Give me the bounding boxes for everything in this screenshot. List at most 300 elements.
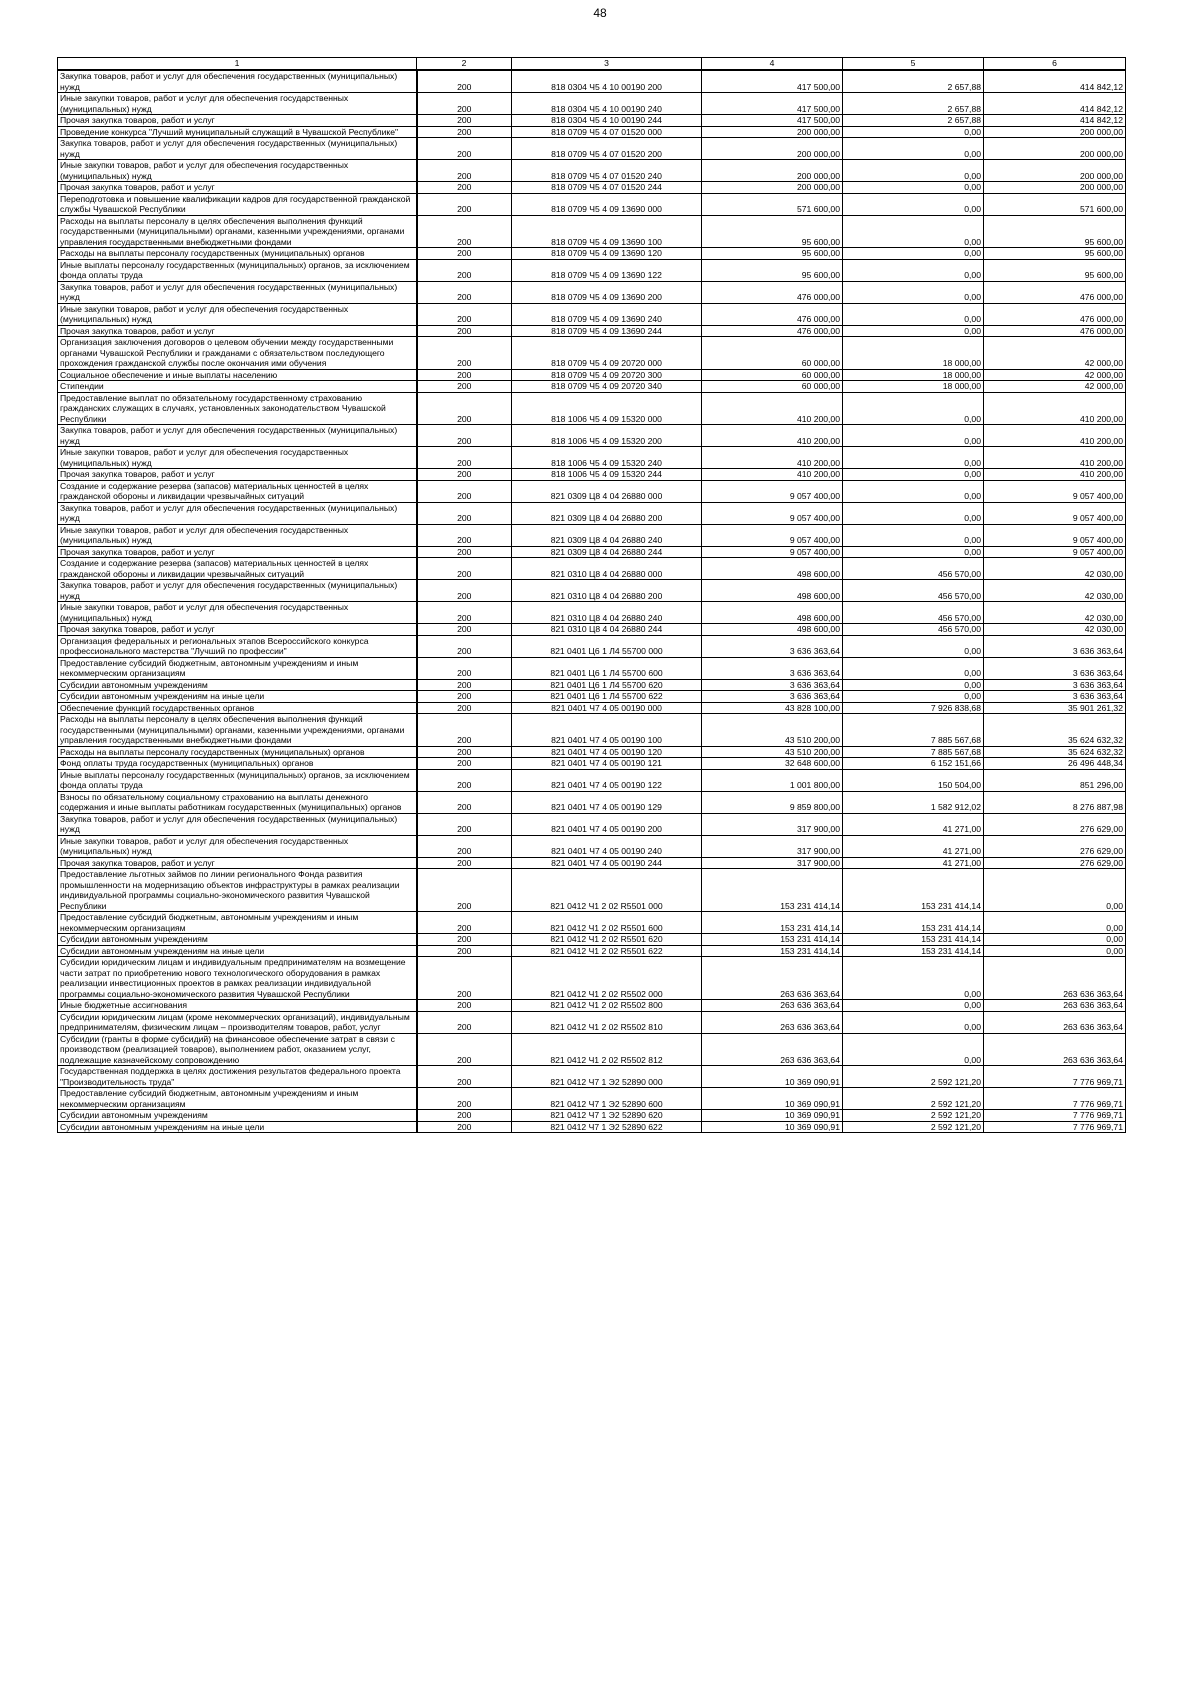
unexecuted-amount-cell: 414 842,12 — [984, 115, 1126, 127]
executed-amount-cell: 0,00 — [843, 248, 984, 260]
budget-code-cell: 821 0401 Ч7 4 05 00190 244 — [512, 857, 702, 869]
budget-code-cell: 818 0304 Ч5 4 10 00190 200 — [512, 70, 702, 93]
table-row — [58, 635, 1126, 657]
approved-amount-cell: 9 859 800,00 — [702, 791, 843, 813]
approved-amount-cell: 498 600,00 — [702, 624, 843, 636]
line-code-cell: 200 — [417, 558, 512, 580]
approved-amount-cell: 410 200,00 — [702, 469, 843, 481]
unexecuted-amount-cell: 42 000,00 — [984, 381, 1126, 393]
item-name-cell: Субсидии юридическим лицам и индивидуальным предпринимателям на возмещение части затрат по приобретению нового технологического оборудования в рамках реализации инвестиционных проектов в рамках реализации индивидуальной программы социально-экономического развития Чувашской Республики — [58, 957, 417, 1000]
item-name-cell: Прочая закупка товаров, работ и услуг — [58, 624, 417, 636]
table-row — [58, 945, 1126, 957]
budget-code-cell: 821 0401 Ч7 4 05 00190 100 — [512, 714, 702, 747]
approved-amount-cell: 476 000,00 — [702, 325, 843, 337]
table-row — [58, 126, 1126, 138]
page-number: 48 — [593, 6, 607, 20]
table-row — [58, 93, 1126, 115]
budget-code-cell: 818 1006 Ч5 4 09 15320 244 — [512, 469, 702, 481]
table-row — [58, 70, 1126, 93]
item-name-cell: Закупка товаров, работ и услуг для обеспечения государственных (муниципальных) нужд — [58, 813, 417, 835]
item-name-cell: Фонд оплаты труда государственных (муниципальных) органов — [58, 758, 417, 770]
budget-code-cell: 821 0401 Ч7 4 05 00190 240 — [512, 835, 702, 857]
item-name-cell: Закупка товаров, работ и услуг для обеспечения государственных (муниципальных) нужд — [58, 425, 417, 447]
item-name-cell: Иные закупки товаров, работ и услуг для обеспечения государственных (муниципальных) нужд — [58, 447, 417, 469]
line-code-cell: 200 — [417, 679, 512, 691]
line-code-cell: 200 — [417, 1033, 512, 1066]
budget-code-cell: 821 0401 Ч7 4 05 00190 122 — [512, 769, 702, 791]
approved-amount-cell: 410 200,00 — [702, 392, 843, 425]
budget-code-cell: 821 0412 Ч1 2 02 R5502 812 — [512, 1033, 702, 1066]
item-name-cell: Прочая закупка товаров, работ и услуг — [58, 469, 417, 481]
table-row — [58, 115, 1126, 127]
approved-amount-cell: 571 600,00 — [702, 193, 843, 215]
unexecuted-amount-cell: 7 776 969,71 — [984, 1066, 1126, 1088]
unexecuted-amount-cell: 3 636 363,64 — [984, 635, 1126, 657]
item-name-cell: Иные закупки товаров, работ и услуг для обеспечения государственных (муниципальных) нужд — [58, 93, 417, 115]
unexecuted-amount-cell: 200 000,00 — [984, 126, 1126, 138]
executed-amount-cell: 0,00 — [843, 480, 984, 502]
table-row — [58, 215, 1126, 248]
table-row — [58, 1088, 1126, 1110]
unexecuted-amount-cell: 42 030,00 — [984, 558, 1126, 580]
executed-amount-cell: 0,00 — [843, 691, 984, 703]
unexecuted-amount-cell: 42 030,00 — [984, 624, 1126, 636]
executed-amount-cell: 0,00 — [843, 957, 984, 1000]
table-row — [58, 1121, 1126, 1133]
line-code-cell: 200 — [417, 1121, 512, 1133]
executed-amount-cell: 0,00 — [843, 303, 984, 325]
line-code-cell: 200 — [417, 624, 512, 636]
executed-amount-cell: 0,00 — [843, 679, 984, 691]
line-code-cell: 200 — [417, 248, 512, 260]
line-code-cell: 200 — [417, 702, 512, 714]
unexecuted-amount-cell: 0,00 — [984, 945, 1126, 957]
unexecuted-amount-cell: 200 000,00 — [984, 160, 1126, 182]
budget-code-cell: 821 0412 Ч1 2 02 R5501 600 — [512, 912, 702, 934]
approved-amount-cell: 263 636 363,64 — [702, 1033, 843, 1066]
line-code-cell: 200 — [417, 1000, 512, 1012]
header-col-1: 1 — [58, 58, 417, 71]
approved-amount-cell: 317 900,00 — [702, 857, 843, 869]
executed-amount-cell: 0,00 — [843, 1000, 984, 1012]
item-name-cell: Субсидии автономным учреждениям на иные цели — [58, 1121, 417, 1133]
budget-code-cell: 818 0709 Ч5 4 09 13690 100 — [512, 215, 702, 248]
unexecuted-amount-cell: 414 842,12 — [984, 70, 1126, 93]
table-header — [58, 58, 1126, 71]
table-row — [58, 791, 1126, 813]
unexecuted-amount-cell: 3 636 363,64 — [984, 657, 1126, 679]
approved-amount-cell: 200 000,00 — [702, 126, 843, 138]
item-name-cell: Расходы на выплаты персоналу в целях обеспечения выполнения функций государственными (муниципальными) органами, казенными учреждениями, органами управления государственными внебюджетными фондами — [58, 714, 417, 747]
line-code-cell: 200 — [417, 635, 512, 657]
item-name-cell: Переподготовка и повышение квалификации кадров для государственной гражданской службы Чувашской Республики — [58, 193, 417, 215]
approved-amount-cell: 498 600,00 — [702, 558, 843, 580]
line-code-cell: 200 — [417, 215, 512, 248]
table-row — [58, 912, 1126, 934]
table-row — [58, 934, 1126, 946]
item-name-cell: Государственная поддержка в целях достижения результатов федерального проекта "Производительность труда" — [58, 1066, 417, 1088]
line-code-cell: 200 — [417, 303, 512, 325]
budget-code-cell: 821 0310 Ц8 4 04 26880 200 — [512, 580, 702, 602]
table-row — [58, 1033, 1126, 1066]
budget-code-cell: 821 0309 Ц8 4 04 26880 000 — [512, 480, 702, 502]
approved-amount-cell: 95 600,00 — [702, 215, 843, 248]
executed-amount-cell: 153 231 414,14 — [843, 934, 984, 946]
approved-amount-cell: 1 001 800,00 — [702, 769, 843, 791]
unexecuted-amount-cell: 263 636 363,64 — [984, 1000, 1126, 1012]
executed-amount-cell: 153 231 414,14 — [843, 945, 984, 957]
approved-amount-cell: 10 369 090,91 — [702, 1121, 843, 1133]
budget-code-cell: 818 0709 Ч5 4 07 01520 000 — [512, 126, 702, 138]
approved-amount-cell: 3 636 363,64 — [702, 635, 843, 657]
executed-amount-cell: 0,00 — [843, 325, 984, 337]
line-code-cell: 200 — [417, 813, 512, 835]
item-name-cell: Субсидии автономным учреждениям — [58, 679, 417, 691]
line-code-cell: 200 — [417, 1011, 512, 1033]
table-row — [58, 524, 1126, 546]
table-row — [58, 480, 1126, 502]
approved-amount-cell: 9 057 400,00 — [702, 480, 843, 502]
line-code-cell: 200 — [417, 182, 512, 194]
table-row — [58, 813, 1126, 835]
executed-amount-cell: 0,00 — [843, 657, 984, 679]
executed-amount-cell: 2 657,88 — [843, 93, 984, 115]
item-name-cell: Предоставление выплат по обязательному государственному страхованию гражданских служащих в случаях, установленных законодательством Чувашской Республики — [58, 392, 417, 425]
table-row — [58, 769, 1126, 791]
item-name-cell: Создание и содержание резерва (запасов) материальных ценностей в целях гражданской обороны и ликвидации чрезвычайных ситуаций — [58, 480, 417, 502]
line-code-cell: 200 — [417, 657, 512, 679]
line-code-cell: 200 — [417, 869, 512, 912]
executed-amount-cell: 0,00 — [843, 182, 984, 194]
line-code-cell: 200 — [417, 580, 512, 602]
budget-code-cell: 818 0709 Ч5 4 09 13690 122 — [512, 259, 702, 281]
item-name-cell: Взносы по обязательному социальному страхованию на выплаты денежного содержания и иные выплаты работникам государственных (муниципальных) органов — [58, 791, 417, 813]
table-row — [58, 337, 1126, 370]
item-name-cell: Иные закупки товаров, работ и услуг для обеспечения государственных (муниципальных) нужд — [58, 835, 417, 857]
table-row — [58, 691, 1126, 703]
item-name-cell: Расходы на выплаты персоналу государственных (муниципальных) органов — [58, 746, 417, 758]
approved-amount-cell: 95 600,00 — [702, 248, 843, 260]
item-name-cell: Иные закупки товаров, работ и услуг для обеспечения государственных (муниципальных) нужд — [58, 160, 417, 182]
table-row — [58, 469, 1126, 481]
budget-code-cell: 818 1006 Ч5 4 09 15320 200 — [512, 425, 702, 447]
item-name-cell: Организация федеральных и региональных этапов Всероссийского конкурса профессионального мастерства "Лучший по профессии" — [58, 635, 417, 657]
executed-amount-cell: 18 000,00 — [843, 381, 984, 393]
executed-amount-cell: 150 504,00 — [843, 769, 984, 791]
line-code-cell: 200 — [417, 369, 512, 381]
budget-code-cell: 821 0412 Ч7 1 Э2 52890 000 — [512, 1066, 702, 1088]
approved-amount-cell: 32 648 600,00 — [702, 758, 843, 770]
budget-code-cell: 821 0412 Ч7 1 Э2 52890 600 — [512, 1088, 702, 1110]
executed-amount-cell: 0,00 — [843, 193, 984, 215]
table-row — [58, 369, 1126, 381]
approved-amount-cell: 43 828 100,00 — [702, 702, 843, 714]
line-code-cell: 200 — [417, 70, 512, 93]
budget-code-cell: 821 0401 Ц6 1 Л4 55700 600 — [512, 657, 702, 679]
executed-amount-cell: 41 271,00 — [843, 857, 984, 869]
line-code-cell: 200 — [417, 392, 512, 425]
executed-amount-cell: 6 152 151,66 — [843, 758, 984, 770]
approved-amount-cell: 476 000,00 — [702, 303, 843, 325]
budget-code-cell: 818 0709 Ч5 4 09 20720 340 — [512, 381, 702, 393]
approved-amount-cell: 200 000,00 — [702, 182, 843, 194]
unexecuted-amount-cell: 35 624 632,32 — [984, 746, 1126, 758]
unexecuted-amount-cell: 263 636 363,64 — [984, 1011, 1126, 1033]
item-name-cell: Обеспечение функций государственных органов — [58, 702, 417, 714]
budget-code-cell: 821 0401 Ч7 4 05 00190 121 — [512, 758, 702, 770]
executed-amount-cell: 0,00 — [843, 138, 984, 160]
table-row — [58, 714, 1126, 747]
approved-amount-cell: 95 600,00 — [702, 259, 843, 281]
line-code-cell: 200 — [417, 835, 512, 857]
item-name-cell: Субсидии (гранты в форме субсидий) на финансовое обеспечение затрат в связи с производством (реализацией товаров), выполнением работ, оказанием услуг, подлежащие казначейскому сопровождению — [58, 1033, 417, 1066]
executed-amount-cell: 18 000,00 — [843, 337, 984, 370]
unexecuted-amount-cell: 26 496 448,34 — [984, 758, 1126, 770]
line-code-cell: 200 — [417, 381, 512, 393]
unexecuted-amount-cell: 7 776 969,71 — [984, 1110, 1126, 1122]
approved-amount-cell: 417 500,00 — [702, 115, 843, 127]
approved-amount-cell: 9 057 400,00 — [702, 502, 843, 524]
unexecuted-amount-cell: 476 000,00 — [984, 303, 1126, 325]
budget-code-cell: 818 0304 Ч5 4 10 00190 240 — [512, 93, 702, 115]
table-row — [58, 1066, 1126, 1088]
item-name-cell: Закупка товаров, работ и услуг для обеспечения государственных (муниципальных) нужд — [58, 138, 417, 160]
approved-amount-cell: 263 636 363,64 — [702, 957, 843, 1000]
budget-code-cell: 818 0709 Ч5 4 09 20720 300 — [512, 369, 702, 381]
budget-code-cell: 821 0401 Ч7 4 05 00190 000 — [512, 702, 702, 714]
executed-amount-cell: 0,00 — [843, 259, 984, 281]
approved-amount-cell: 263 636 363,64 — [702, 1000, 843, 1012]
line-code-cell: 200 — [417, 337, 512, 370]
table-body — [58, 70, 1126, 1133]
table-row — [58, 1000, 1126, 1012]
line-code-cell: 200 — [417, 425, 512, 447]
executed-amount-cell: 2 592 121,20 — [843, 1088, 984, 1110]
table-row — [58, 392, 1126, 425]
executed-amount-cell: 41 271,00 — [843, 813, 984, 835]
unexecuted-amount-cell: 35 901 261,32 — [984, 702, 1126, 714]
unexecuted-amount-cell: 476 000,00 — [984, 281, 1126, 303]
item-name-cell: Субсидии автономным учреждениям на иные цели — [58, 945, 417, 957]
item-name-cell: Субсидии автономным учреждениям — [58, 934, 417, 946]
unexecuted-amount-cell: 95 600,00 — [984, 259, 1126, 281]
table-row — [58, 381, 1126, 393]
unexecuted-amount-cell: 276 629,00 — [984, 813, 1126, 835]
executed-amount-cell: 41 271,00 — [843, 835, 984, 857]
executed-amount-cell: 0,00 — [843, 126, 984, 138]
line-code-cell: 200 — [417, 758, 512, 770]
unexecuted-amount-cell: 410 200,00 — [984, 392, 1126, 425]
table-row — [58, 657, 1126, 679]
budget-code-cell: 818 0709 Ч5 4 09 20720 000 — [512, 337, 702, 370]
budget-code-cell: 821 0309 Ц8 4 04 26880 240 — [512, 524, 702, 546]
unexecuted-amount-cell: 9 057 400,00 — [984, 546, 1126, 558]
unexecuted-amount-cell: 42 000,00 — [984, 337, 1126, 370]
item-name-cell: Иные выплаты персоналу государственных (муниципальных) органов, за исключением фонда оплаты труда — [58, 769, 417, 791]
item-name-cell: Субсидии юридическим лицам (кроме некоммерческих организаций), индивидуальным предпринимателям, физическим лицам – производителям товаров, работ, услуг — [58, 1011, 417, 1033]
approved-amount-cell: 60 000,00 — [702, 369, 843, 381]
table-row — [58, 746, 1126, 758]
budget-code-cell: 821 0310 Ц8 4 04 26880 000 — [512, 558, 702, 580]
item-name-cell: Прочая закупка товаров, работ и услуг — [58, 182, 417, 194]
table-row — [58, 160, 1126, 182]
line-code-cell: 200 — [417, 93, 512, 115]
approved-amount-cell: 410 200,00 — [702, 447, 843, 469]
item-name-cell: Субсидии автономным учреждениям — [58, 1110, 417, 1122]
table-row — [58, 602, 1126, 624]
item-name-cell: Предоставление субсидий бюджетным, автономным учреждениям и иным некоммерческим организациям — [58, 912, 417, 934]
unexecuted-amount-cell: 476 000,00 — [984, 325, 1126, 337]
unexecuted-amount-cell: 42 030,00 — [984, 580, 1126, 602]
budget-code-cell: 818 0304 Ч5 4 10 00190 244 — [512, 115, 702, 127]
budget-code-cell: 821 0412 Ч1 2 02 R5502 810 — [512, 1011, 702, 1033]
budget-code-cell: 821 0412 Ч1 2 02 R5502 800 — [512, 1000, 702, 1012]
approved-amount-cell: 417 500,00 — [702, 93, 843, 115]
table-row — [58, 546, 1126, 558]
approved-amount-cell: 153 231 414,14 — [702, 945, 843, 957]
approved-amount-cell: 10 369 090,91 — [702, 1088, 843, 1110]
unexecuted-amount-cell: 7 776 969,71 — [984, 1088, 1126, 1110]
table-row — [58, 580, 1126, 602]
item-name-cell: Иные закупки товаров, работ и услуг для обеспечения государственных (муниципальных) нужд — [58, 602, 417, 624]
table-row — [58, 325, 1126, 337]
line-code-cell: 200 — [417, 691, 512, 703]
line-code-cell: 200 — [417, 791, 512, 813]
line-code-cell: 200 — [417, 480, 512, 502]
unexecuted-amount-cell: 851 296,00 — [984, 769, 1126, 791]
table-row — [58, 502, 1126, 524]
approved-amount-cell: 263 636 363,64 — [702, 1011, 843, 1033]
line-code-cell: 200 — [417, 1066, 512, 1088]
executed-amount-cell: 0,00 — [843, 160, 984, 182]
executed-amount-cell: 2 657,88 — [843, 115, 984, 127]
line-code-cell: 200 — [417, 502, 512, 524]
approved-amount-cell: 153 231 414,14 — [702, 934, 843, 946]
table-row — [58, 869, 1126, 912]
budget-code-cell: 821 0412 Ч1 2 02 R5501 620 — [512, 934, 702, 946]
unexecuted-amount-cell: 263 636 363,64 — [984, 957, 1126, 1000]
executed-amount-cell: 2 592 121,20 — [843, 1121, 984, 1133]
line-code-cell: 200 — [417, 769, 512, 791]
header-col-3: 3 — [512, 58, 702, 71]
budget-code-cell: 821 0309 Ц8 4 04 26880 200 — [512, 502, 702, 524]
executed-amount-cell: 0,00 — [843, 1033, 984, 1066]
line-code-cell: 200 — [417, 469, 512, 481]
item-name-cell: Закупка товаров, работ и услуг для обеспечения государственных (муниципальных) нужд — [58, 70, 417, 93]
item-name-cell: Закупка товаров, работ и услуг для обеспечения государственных (муниципальных) нужд — [58, 502, 417, 524]
approved-amount-cell: 410 200,00 — [702, 425, 843, 447]
unexecuted-amount-cell: 35 624 632,32 — [984, 714, 1126, 747]
table-row — [58, 425, 1126, 447]
unexecuted-amount-cell: 9 057 400,00 — [984, 480, 1126, 502]
executed-amount-cell: 0,00 — [843, 546, 984, 558]
line-code-cell: 200 — [417, 957, 512, 1000]
approved-amount-cell: 3 636 363,64 — [702, 691, 843, 703]
executed-amount-cell: 0,00 — [843, 469, 984, 481]
unexecuted-amount-cell: 95 600,00 — [984, 215, 1126, 248]
executed-amount-cell: 456 570,00 — [843, 624, 984, 636]
executed-amount-cell: 7 885 567,68 — [843, 746, 984, 758]
unexecuted-amount-cell: 9 057 400,00 — [984, 502, 1126, 524]
unexecuted-amount-cell: 276 629,00 — [984, 857, 1126, 869]
approved-amount-cell: 10 369 090,91 — [702, 1110, 843, 1122]
approved-amount-cell: 43 510 200,00 — [702, 714, 843, 747]
unexecuted-amount-cell: 7 776 969,71 — [984, 1121, 1126, 1133]
table-row — [58, 957, 1126, 1000]
unexecuted-amount-cell: 3 636 363,64 — [984, 679, 1126, 691]
table-row — [58, 702, 1126, 714]
executed-amount-cell: 18 000,00 — [843, 369, 984, 381]
table-row — [58, 447, 1126, 469]
unexecuted-amount-cell: 414 842,12 — [984, 93, 1126, 115]
table-row — [58, 679, 1126, 691]
executed-amount-cell: 456 570,00 — [843, 558, 984, 580]
unexecuted-amount-cell: 42 030,00 — [984, 602, 1126, 624]
approved-amount-cell: 417 500,00 — [702, 70, 843, 93]
approved-amount-cell: 153 231 414,14 — [702, 912, 843, 934]
budget-code-cell: 818 0709 Ч5 4 09 13690 244 — [512, 325, 702, 337]
line-code-cell: 200 — [417, 126, 512, 138]
executed-amount-cell: 7 885 567,68 — [843, 714, 984, 747]
approved-amount-cell: 200 000,00 — [702, 160, 843, 182]
budget-code-cell: 818 0709 Ч5 4 09 13690 240 — [512, 303, 702, 325]
table-row — [58, 248, 1126, 260]
unexecuted-amount-cell: 410 200,00 — [984, 447, 1126, 469]
line-code-cell: 200 — [417, 325, 512, 337]
executed-amount-cell: 0,00 — [843, 635, 984, 657]
unexecuted-amount-cell: 95 600,00 — [984, 248, 1126, 260]
line-code-cell: 200 — [417, 447, 512, 469]
budget-code-cell: 821 0412 Ч7 1 Э2 52890 622 — [512, 1121, 702, 1133]
approved-amount-cell: 200 000,00 — [702, 138, 843, 160]
approved-amount-cell: 60 000,00 — [702, 337, 843, 370]
table-row — [58, 857, 1126, 869]
executed-amount-cell: 0,00 — [843, 392, 984, 425]
table-row — [58, 182, 1126, 194]
item-name-cell: Иные бюджетные ассигнования — [58, 1000, 417, 1012]
approved-amount-cell: 3 636 363,64 — [702, 679, 843, 691]
unexecuted-amount-cell: 42 000,00 — [984, 369, 1126, 381]
unexecuted-amount-cell: 9 057 400,00 — [984, 524, 1126, 546]
line-code-cell: 200 — [417, 912, 512, 934]
executed-amount-cell: 2 592 121,20 — [843, 1110, 984, 1122]
approved-amount-cell: 10 369 090,91 — [702, 1066, 843, 1088]
budget-code-cell: 821 0310 Ц8 4 04 26880 240 — [512, 602, 702, 624]
approved-amount-cell: 498 600,00 — [702, 580, 843, 602]
approved-amount-cell: 60 000,00 — [702, 381, 843, 393]
budget-code-cell: 818 1006 Ч5 4 09 15320 000 — [512, 392, 702, 425]
budget-code-cell: 818 0709 Ч5 4 07 01520 240 — [512, 160, 702, 182]
item-name-cell: Закупка товаров, работ и услуг для обеспечения государственных (муниципальных) нужд — [58, 281, 417, 303]
unexecuted-amount-cell: 276 629,00 — [984, 835, 1126, 857]
unexecuted-amount-cell: 200 000,00 — [984, 182, 1126, 194]
item-name-cell: Стипендии — [58, 381, 417, 393]
item-name-cell: Предоставление субсидий бюджетным, автономным учреждениям и иным некоммерческим организациям — [58, 1088, 417, 1110]
budget-code-cell: 821 0412 Ч1 2 02 R5501 622 — [512, 945, 702, 957]
executed-amount-cell: 2 592 121,20 — [843, 1066, 984, 1088]
budget-code-cell: 821 0401 Ч7 4 05 00190 129 — [512, 791, 702, 813]
approved-amount-cell: 317 900,00 — [702, 813, 843, 835]
budget-code-cell: 821 0412 Ч1 2 02 R5501 000 — [512, 869, 702, 912]
budget-code-cell: 821 0401 Ч7 4 05 00190 120 — [512, 746, 702, 758]
budget-code-cell: 818 0709 Ч5 4 09 13690 200 — [512, 281, 702, 303]
line-code-cell: 200 — [417, 934, 512, 946]
item-name-cell: Организация заключения договоров о целевом обучении между государственными органами Чувашской Республики и гражданами с обязательством последующего прохождения гражданской службы после окончания ими обучения — [58, 337, 417, 370]
budget-code-cell: 821 0401 Ч7 4 05 00190 200 — [512, 813, 702, 835]
unexecuted-amount-cell: 200 000,00 — [984, 138, 1126, 160]
table-row — [58, 1110, 1126, 1122]
unexecuted-amount-cell: 0,00 — [984, 869, 1126, 912]
